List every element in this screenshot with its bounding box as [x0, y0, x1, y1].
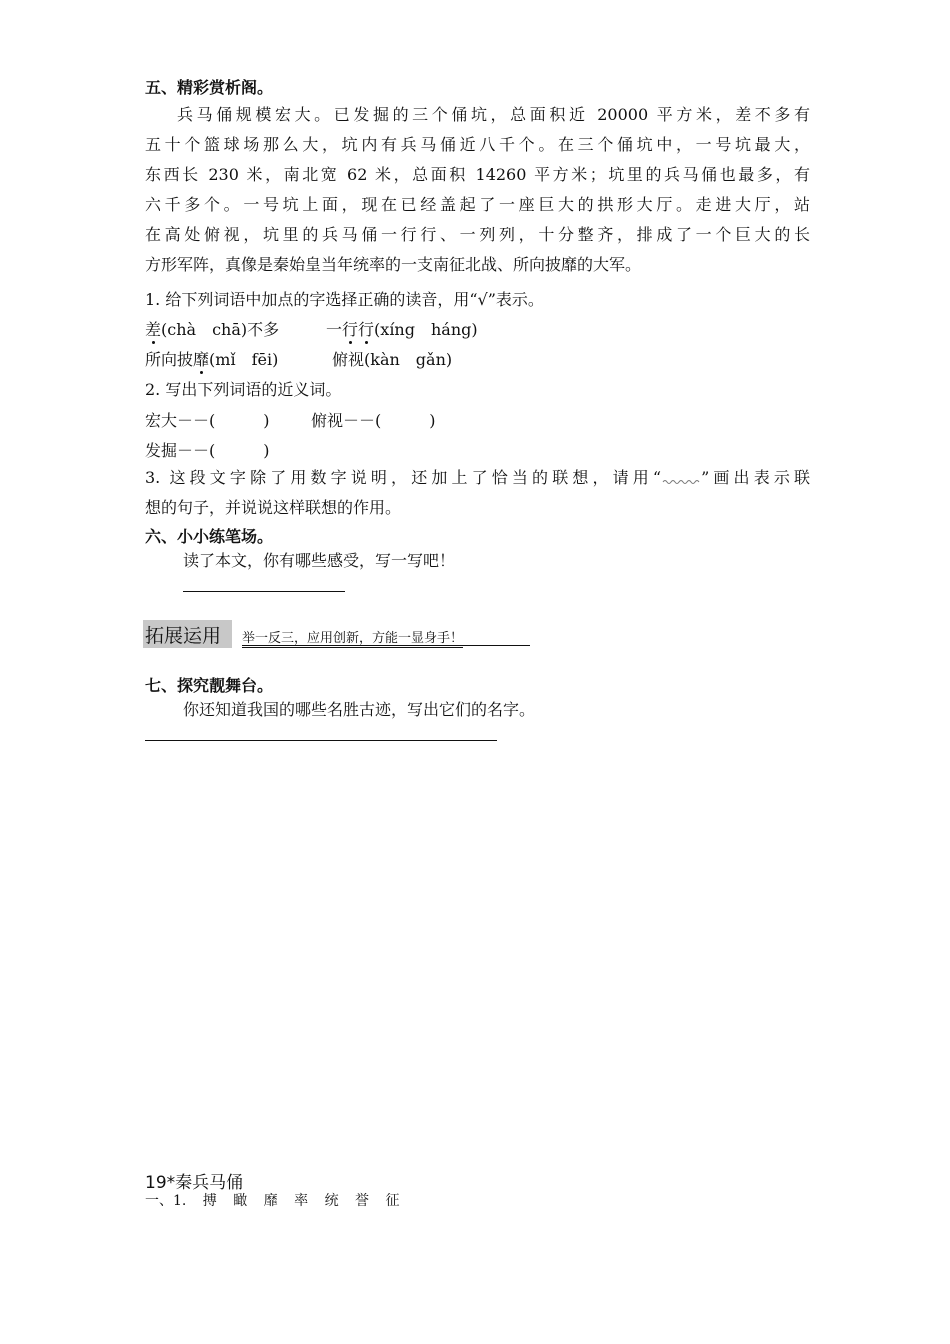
wavy-underline-icon	[661, 474, 701, 484]
q3-line: 3. 这段文字除了用数字说明，还加上了恰当的联想，请用“ ”画出表示联	[145, 468, 810, 487]
passage-line: 方形军阵，真像是秦始皇当年统率的一支南征北战、所向披靡的大军。	[145, 255, 642, 274]
q1-char: 俯	[332, 350, 349, 369]
q3-prompt	[145, 463, 810, 523]
passage-line: 东西长 230 米，南北宽 62 米，总面积 14260 平方米；坑里的兵马俑也最多，有	[145, 165, 810, 184]
section-7-prompt: 你还知道我国的哪些名胜古迹，写出它们的名字。	[183, 700, 536, 719]
extension-tag: 拓展运用	[145, 625, 222, 647]
dotted-char: 行	[358, 317, 374, 340]
q1-item-mi	[145, 347, 278, 370]
answer-line	[183, 591, 345, 592]
q1-item-cha	[145, 317, 279, 340]
q1-options: (chà chā)不多	[161, 320, 280, 339]
dotted-char: 差	[145, 317, 161, 340]
q3-line: 想的句子，并说说这样联想的作用。	[145, 498, 402, 517]
passage	[145, 100, 810, 280]
section-6-heading: 六、小小练笔场。	[145, 527, 274, 546]
q1-pre: 一	[326, 320, 343, 339]
section-6-prompt: 读了本文，你有哪些感受，写一写吧！	[183, 551, 456, 570]
section-5-heading: 五、精彩赏析阁。	[145, 78, 274, 97]
dotted-char: 靡	[193, 347, 209, 370]
slogan-underline	[242, 645, 530, 646]
q1-item-xing	[326, 317, 478, 340]
dotted-char: 行	[342, 317, 358, 340]
q1-options: (xíng háng)	[374, 320, 478, 339]
section-7-heading: 七、探究靓舞台。	[145, 676, 274, 695]
q2-item: 宏大－－( )	[145, 411, 270, 430]
q1-options: 视(kàn gǎn)	[348, 350, 453, 369]
q2-prompt: 2. 写出下列词语的近义词。	[145, 380, 342, 399]
q2-item: 俯视－－( )	[311, 411, 436, 430]
answer-line	[145, 740, 497, 741]
passage-line: 在高处俯视，坑里的兵马俑一行行、一列列，十分整齐，排成了一个巨大的长	[145, 225, 810, 244]
q1-item-kan	[332, 347, 452, 370]
q2-item: 发掘－－( )	[145, 441, 270, 460]
q1-options: (mǐ fēi)	[209, 350, 279, 369]
passage-line: 五十个篮球场那么大，坑内有兵马俑近八千个。在三个俑坑中，一号坑最大，	[145, 135, 810, 154]
answers-line: 一、1. 搏 瞰 靡 率 统 誉 征	[145, 1193, 400, 1209]
passage-line: 六千多个。一号坑上面，现在已经盖起了一座巨大的拱形大厅。走进大厅，站	[145, 195, 810, 214]
extension-slogan: 举一反三，应用创新，方能一显身手！	[242, 627, 463, 648]
answers-title: 19*秦兵马俑	[145, 1173, 244, 1193]
q1-pre: 所向披	[145, 350, 194, 369]
passage-line: 兵马俑规模宏大。已发掘的三个俑坑，总面积近 20000 平方米，差不多有	[177, 105, 810, 124]
q1-prompt: 1. 给下列词语中加点的字选择正确的读音，用“√”表示。	[145, 290, 544, 309]
